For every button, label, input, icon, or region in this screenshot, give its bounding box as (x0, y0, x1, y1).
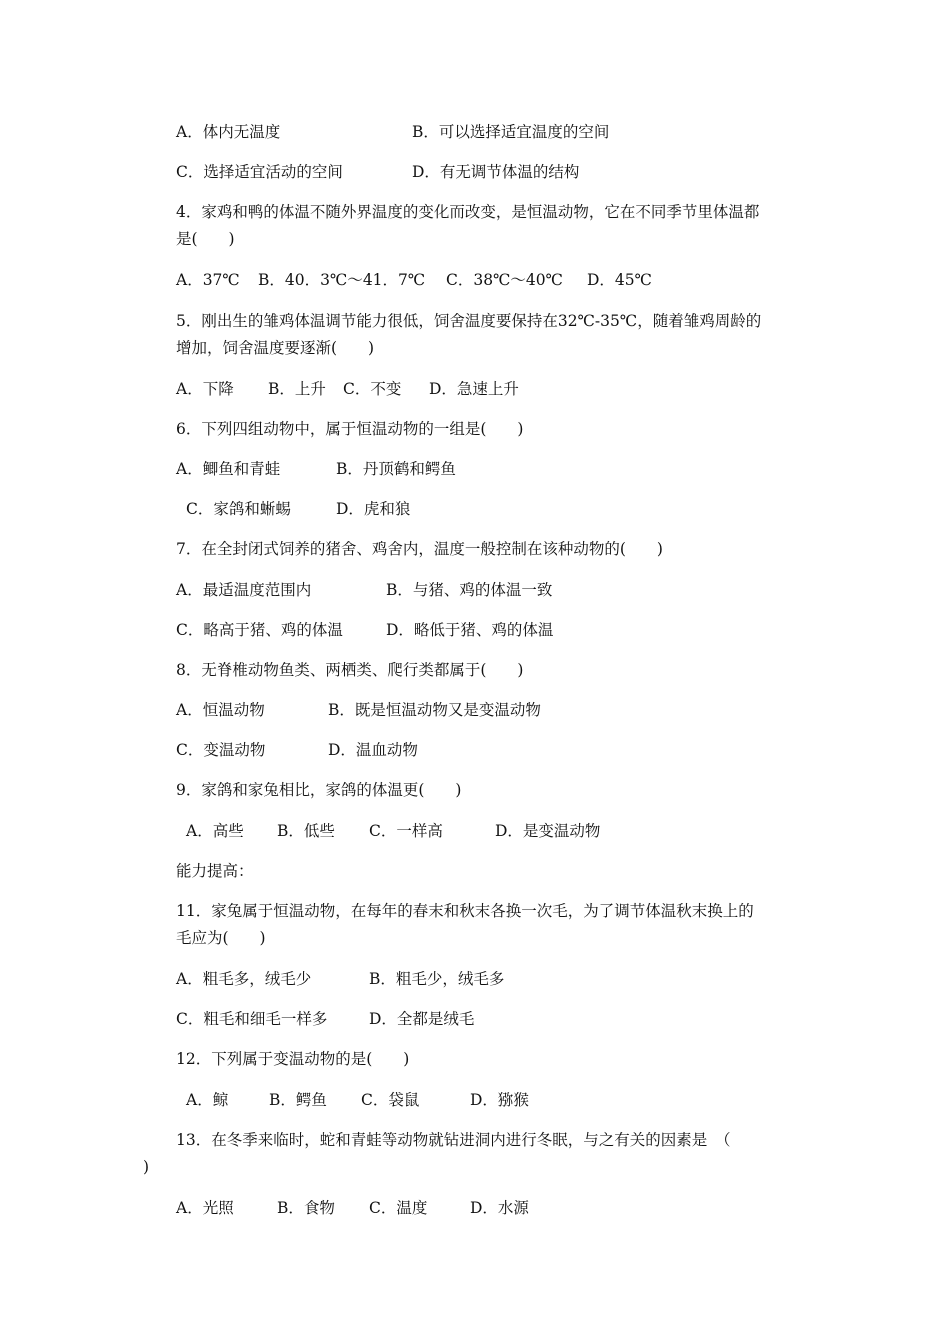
q12-option-b: B．鳄鱼 (269, 1091, 327, 1109)
q12-option-a: A．鲸 (186, 1091, 229, 1109)
q11-option-a: A．粗毛多，绒毛少 (176, 970, 312, 988)
q3-option-d: D．有无调节体温的结构 (412, 163, 580, 181)
q8-option-a: A．恒温动物 (176, 701, 265, 719)
q13-option-d: D．水源 (470, 1199, 529, 1217)
q8-stem: 8．无脊椎动物鱼类、两栖类、爬行类都属于( ) (176, 661, 524, 679)
q4-option-d: D．45℃ (587, 271, 652, 289)
q3-option-a: A．体内无温度 (176, 123, 281, 141)
q9-option-c: C．一样高 (369, 822, 443, 840)
q11-option-d: D．全都是绒毛 (369, 1010, 475, 1028)
q6-option-a: A．鲫鱼和青蛙 (176, 460, 281, 478)
q4-option-c: C．38℃～40℃ (446, 271, 563, 289)
q9-option-d: D．是变温动物 (495, 822, 601, 840)
q9-option-a: A．高些 (186, 822, 244, 840)
q12-option-d: D．猕猴 (470, 1091, 529, 1109)
q9-stem: 9．家鸽和家兔相比，家鸽的体温更( ) (176, 781, 462, 799)
q4-option-b: B．40．3℃～41．7℃ (258, 271, 426, 289)
q11-stem-line1: 11．家兔属于恒温动物，在每年的春末和秋末各换一次毛，为了调节体温秋末换上的 (176, 902, 754, 920)
q5-option-b: B．上升 (268, 380, 326, 398)
q11-option-c: C．粗毛和细毛一样多 (176, 1010, 328, 1028)
q12-option-c: C．袋鼠 (361, 1091, 420, 1109)
q6-option-d: D．虎和狼 (336, 500, 411, 518)
q11-stem-line2: 毛应为( ) (176, 929, 266, 947)
q7-option-a: A．最适温度范围内 (176, 581, 312, 599)
q6-stem: 6．下列四组动物中，属于恒温动物的一组是( ) (176, 420, 524, 438)
q5-stem-line1: 5．刚出生的雏鸡体温调节能力很低，饲舍温度要保持在32℃-35℃，随着雏鸡周龄的 (176, 312, 762, 330)
q7-stem: 7．在全封闭式饲养的猪舍、鸡舍内，温度一般控制在该种动物的( ) (176, 540, 663, 558)
q13-option-b: B．食物 (277, 1199, 335, 1217)
q13-stem-line2: ) (143, 1158, 150, 1176)
q6-option-c: C．家鸽和蜥蜴 (186, 500, 291, 518)
section-heading: 能力提高： (176, 862, 254, 880)
q5-option-c: C．不变 (343, 380, 402, 398)
q13-option-a: A．光照 (176, 1199, 234, 1217)
q13-stem-line1: 13．在冬季来临时，蛇和青蛙等动物就钻进洞内进行冬眠，与之有关的因素是 （ (176, 1131, 731, 1149)
q7-option-c: C．略高于猪、鸡的体温 (176, 621, 343, 639)
q7-option-d: D．略低于猪、鸡的体温 (386, 621, 554, 639)
q12-stem: 12．下列属于变温动物的是( ) (176, 1050, 410, 1068)
q8-option-d: D．温血动物 (328, 741, 418, 759)
q8-option-b: B．既是恒温动物又是变温动物 (328, 701, 541, 719)
q3-option-c: C．选择适宜活动的空间 (176, 163, 343, 181)
q5-option-d: D．急速上升 (429, 380, 519, 398)
q7-option-b: B．与猪、鸡的体温一致 (386, 581, 553, 599)
q4-option-a: A．37℃ (176, 271, 240, 289)
q4-stem-line1: 4．家鸡和鸭的体温不随外界温度的变化而改变，是恒温动物，它在不同季节里体温都 (176, 203, 760, 221)
q6-option-b: B．丹顶鹤和鳄鱼 (336, 460, 456, 478)
q11-option-b: B．粗毛少，绒毛多 (369, 970, 505, 988)
q8-option-c: C．变温动物 (176, 741, 266, 759)
q5-option-a: A．下降 (176, 380, 234, 398)
q4-stem-line2: 是( ) (176, 230, 235, 248)
q13-option-c: C．温度 (369, 1199, 428, 1217)
q9-option-b: B．低些 (277, 822, 335, 840)
q5-stem-line2: 增加，饲舍温度要逐渐( ) (176, 339, 375, 357)
q3-option-b: B．可以选择适宜温度的空间 (412, 123, 610, 141)
